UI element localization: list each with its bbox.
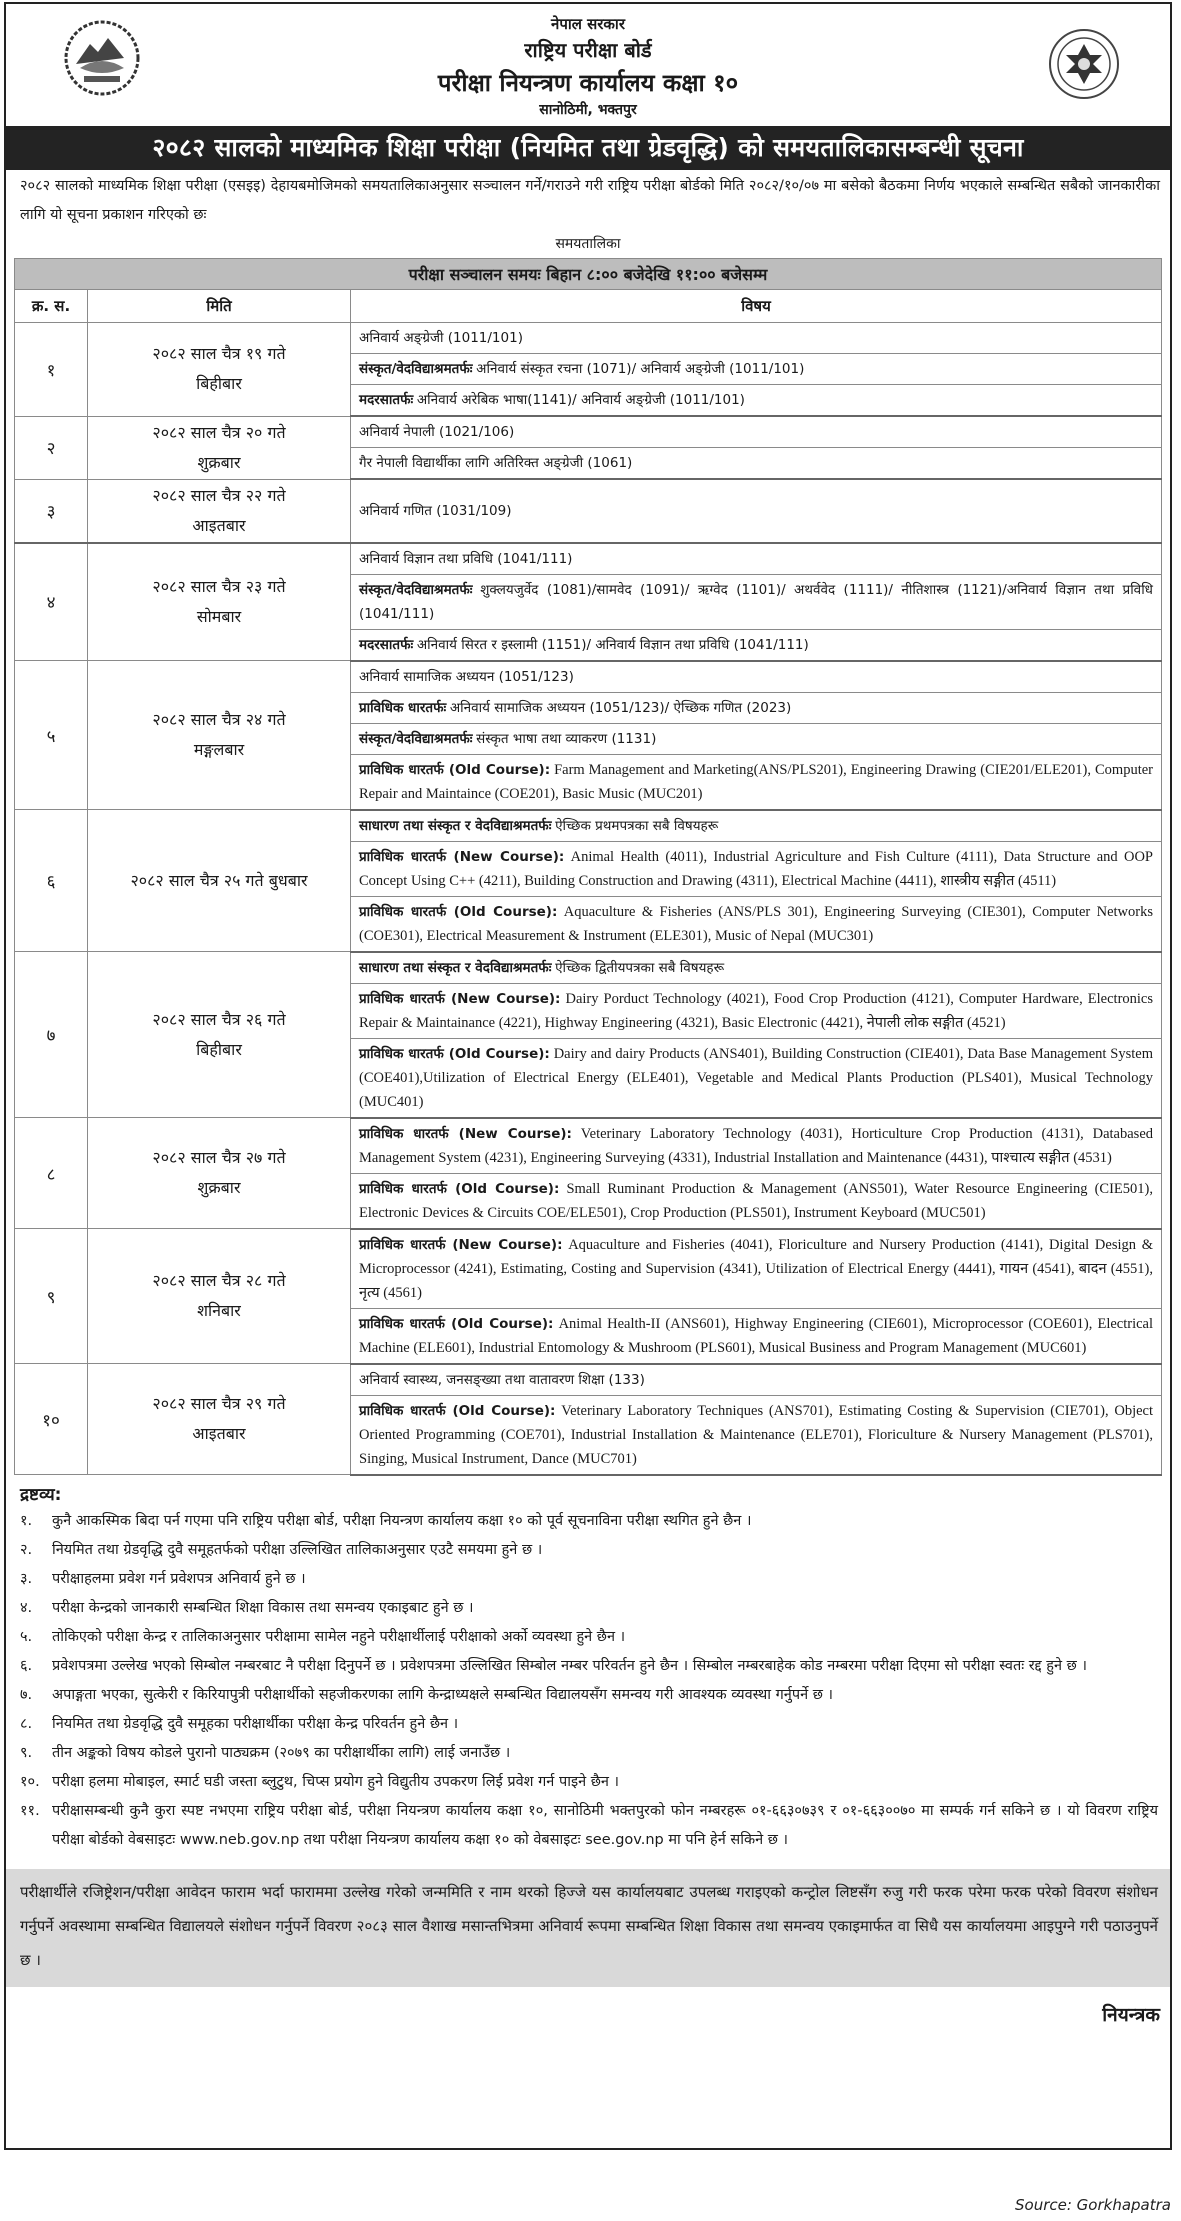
stream-label: साधारण तथा संस्कृत र वेदविद्याश्रमतर्फः (359, 959, 552, 976)
date-text: २०८२ साल चैत्र २८ गते (152, 1271, 286, 1290)
note-item (20, 1739, 1158, 1768)
office-name: परीक्षा नियन्त्रण कार्यालय कक्षा १० (437, 69, 739, 97)
note-text: अपाङ्गता भएका, सुत्केरी र किरियापुत्री परीक्षार्थीको सहजीकरणका लागि केन्द्राध्यक्षले सम्बन्धित विद्यालयसँग समन्वय गरी आवश्यक व्यवस्था गर्नुपर्ने छ । (52, 1686, 833, 1703)
stream-label: प्राविधिक धारतर्फ (Old Course): (359, 903, 558, 920)
subject-cell (351, 810, 1162, 842)
schedule-body (15, 323, 1162, 1475)
stream-label: प्राविधिक धारतर्फ (Old Course): (359, 761, 551, 778)
note-text: प्रवेशपत्रमा उल्लेख भएको सिम्बोल नम्बरबाट नै परीक्षा दिनुपर्ने छ । प्रवेशपत्रमा उल्लिखित सिम्बोल नम्बर परिवर्तन हुने छैन । सिम्बोल नम्बरबाहेक कोड नम्बरमा परीक्षा दिएमा सो परीक्षा स्वतः रद्द हुने छ । (52, 1657, 1087, 1674)
exam-date (88, 323, 351, 417)
notes-title: द्रष्टव्य: (20, 1484, 62, 1505)
subject-cell (351, 629, 1162, 661)
note-item (20, 1652, 1158, 1681)
date-text: २०८२ साल चैत्र २६ गते (152, 1009, 286, 1029)
serial-number: १० (15, 1364, 88, 1475)
subject-cell (351, 448, 1162, 480)
stream-label: मदरसातर्फः (359, 392, 414, 408)
board-name: राष्ट्रिय परीक्षा बोर्ड (524, 38, 652, 62)
subject-text: ऐच्छिक द्वितीयपत्रका सबै विषयहरू (555, 959, 725, 976)
govt-name: नेपाल सरकार (551, 15, 625, 33)
date-text: २०८२ साल चैत्र २० गते (152, 422, 286, 442)
note-number: ६. (20, 1657, 33, 1674)
note-item (20, 1536, 1158, 1565)
subject-text: Small Ruminant Production & Management (ANS501), Water Resource Engineering (CIE501), Electronic Devices & Circuits COE/ELE501), Crop Production (PLS501), Instrument Keyboard (MUC501) (359, 1180, 1153, 1221)
exam-date (88, 810, 351, 952)
weekday-text: शुक्रबार (197, 1178, 241, 1197)
stream-label: प्राविधिक धारतर्फ (New Course): (359, 990, 561, 1007)
table-row (15, 1364, 1162, 1396)
serial-number: ३ (15, 479, 88, 543)
subject-text: अनिवार्य नेपाली (1021/106) (359, 424, 515, 440)
subject-text: अनिवार्य स्वास्थ्य, जनसङ्ख्या तथा वातावरण शिक्षा (133) (359, 1371, 645, 1388)
subject-cell (351, 1118, 1162, 1174)
date-text: २०८२ साल चैत्र १९ गते (152, 344, 286, 364)
subject-cell (351, 661, 1162, 693)
date-text: २०८२ साल चैत्र २३ गते (152, 576, 286, 596)
correction-notice-box: परीक्षार्थीले रजिष्ट्रेशन/परीक्षा आवेदन फाराम भर्दा फाराममा उल्लेख गरेको जन्ममिति र नाम थरको हिज्जे यस कार्यालयबाट उपलब्ध गराइएको कन्ट्रोल लिष्टसँग रुजु गरी फरक परेमा फरक परेको विवरण संशोधन गर्नुपर्ने अवस्थामा सम्बन्धित विद्यालयले संशोधन गर्नुपर्ने विवरण २०८३ साल वैशाख मसान्तभित्रमा अनिवार्य रूपमा सम्बन्धित शिक्षा विकास तथा समन्वय एकाइमार्फत वा सिधै यस कार्यालयमा आइपुग्ने गरी पठाउनुपर्ने छ । (6, 1869, 1170, 1987)
note-number: ३. (20, 1570, 33, 1587)
note-text: तीन अङ्कको विषय कोडले पुरानो पाठ्यक्रम (२०७९ का परीक्षार्थीका लागि) लाई जनाउँछ । (52, 1744, 511, 1761)
stream-label: प्राविधिक धारतर्फ (Old Course): (359, 1045, 550, 1062)
office-address: सानोठिमी, भक्तपुर (539, 102, 637, 118)
exam-date (88, 1364, 351, 1475)
stream-label: प्राविधिक धारतर्फ (Old Course): (359, 1402, 556, 1419)
note-item (20, 1681, 1158, 1710)
serial-number: ५ (15, 661, 88, 810)
subject-cell (351, 1038, 1162, 1118)
note-number: २. (20, 1541, 33, 1558)
subject-text: अनिवार्य संस्कृत रचना (1071)/ अनिवार्य अङ्ग्रेजी (1011/101) (476, 361, 805, 377)
subject-cell (351, 543, 1162, 575)
stream-label: प्राविधिक धारतर्फ (New Course): (359, 1125, 572, 1142)
table-row (15, 661, 1162, 693)
weekday-text: शुक्रबार (197, 452, 241, 472)
note-item (20, 1768, 1158, 1797)
subject-cell (351, 952, 1162, 984)
weekday-text: सोमबार (196, 606, 242, 626)
stream-label: प्राविधिक धारतर्फ (Old Course): (359, 1315, 554, 1332)
weekday-text: मङ्गलबार (193, 740, 245, 759)
table-row (15, 479, 1162, 543)
subject-text: अनिवार्य सामाजिक अध्ययन (1051/123) (359, 668, 574, 685)
subject-cell (351, 1173, 1162, 1229)
note-text: परीक्षा केन्द्रको जानकारी सम्बन्धित शिक्षा विकास तथा समन्वय एकाइबाट हुने छ । (52, 1599, 474, 1616)
stream-label: प्राविधिक धारतर्फ (Old Course): (359, 1180, 560, 1197)
subject-text: अनिवार्य विज्ञान तथा प्रविधि (1041/111) (359, 550, 573, 567)
exam-date (88, 1229, 351, 1364)
subject-cell (351, 354, 1162, 385)
note-text: परीक्षा हलमा मोबाइल, स्मार्ट घडी जस्ता ब्लुटुथ, चिप्स प्रयोग हुने विद्युतीय उपकरण लिई प्रवेश गर्न पाइने छैन । (52, 1773, 620, 1790)
note-item (20, 1565, 1158, 1594)
exam-schedule-table (14, 258, 1162, 1476)
subject-text: अनिवार्य अरेबिक भाषा(1141)/ अनिवार्य अङ्ग्रेजी (1011/101) (416, 392, 745, 408)
weekday-text: आइतबार (192, 1424, 246, 1443)
subject-cell (351, 1364, 1162, 1396)
subject-text: Farm Management and Marketing(ANS/PLS201), Engineering Drawing (CIE201/ELE201), Computer Repair and Maintaince (COE201), Basic Music (MUC201) (359, 761, 1153, 802)
notice-title-banner: २०८२ सालको माध्यमिक शिक्षा परीक्षा (नियमित तथा ग्रेडवृद्धि) को समयतालिकासम्बन्धी सूचना (6, 126, 1170, 170)
subject-text: Animal Health (4011), Industrial Agriculture and Fish Culture (4111), Data Structure and OOP Concept Using C++ (4211), Building Construction and Drawing (4311), Electrical Machine (4411), शास्त्रीय सङ्गीत (4511) (359, 848, 1153, 889)
subject-text: अनिवार्य सिरत र इस्लामी (1151)/ अनिवार्य विज्ञान तथा प्रविधि (1041/111) (416, 636, 809, 653)
stream-label: मदरसातर्फः (359, 636, 414, 653)
subject-text: Dairy and dairy Products (ANS401), Building Construction (CIE401), Data Base Management System (COE401),Utilization of Electrical Energy (ELE401), Vegetable and Medical Plants Production (PLS401), Musical Technology (MUC401) (359, 1045, 1153, 1110)
note-text: नियमित तथा ग्रेडवृद्धि दुवै समूहका परीक्षार्थीका परीक्षा केन्द्र परिवर्तन हुने छैन । (52, 1715, 459, 1732)
col-date: मिति (88, 290, 351, 323)
subject-cell (351, 692, 1162, 723)
date-text: २०८२ साल चैत्र २२ गते (152, 485, 286, 505)
serial-number: ४ (15, 543, 88, 661)
notes-list (6, 1507, 1170, 1855)
signature-controller: नियन्त्रक (1102, 2003, 1160, 2026)
subject-text: शुक्लयजुर्वेद (1081)/सामवेद (1091)/ ऋग्वेद (1101)/ अथर्ववेद (1111)/ नीतिशास्त्र (1121)/अनिवार्य विज्ञान तथा प्रविधि (1041/111) (359, 581, 1153, 622)
note-text: परीक्षाहलमा प्रवेश गर्न प्रवेशपत्र अनिवार्य हुने छ । (52, 1570, 306, 1587)
table-header-row (15, 290, 1162, 323)
weekday-text: बिहीबार (196, 374, 242, 394)
date-text: २०८२ साल चैत्र २४ गते (152, 710, 286, 729)
subject-cell (351, 479, 1162, 543)
note-item (20, 1507, 1158, 1536)
serial-number: २ (15, 416, 88, 479)
letterhead (6, 4, 1170, 124)
note-item (20, 1594, 1158, 1623)
stream-label: संस्कृत/वेदविद्याश्रमतर्फः (359, 581, 473, 598)
exam-date (88, 479, 351, 543)
subject-text: ऐच्छिक प्रथमपत्रका सबै विषयहरू (555, 817, 719, 834)
table-row (15, 323, 1162, 354)
subject-text: Veterinary Laboratory Technology (4031), Horticulture Crop Production (4131), Databased Management System (4231), Engineering Surveying (4331), Industrial Installation and Maintenance (4431), पाश्चात्य सङ्गीत (4531) (359, 1125, 1153, 1166)
subject-cell (351, 754, 1162, 810)
subject-text: Aquaculture and Fisheries (4041), Floriculture and Nursery Production (4141), Digital Design & Microprocessor (4241), Estimating, Costing and Supervision (4341), Utilization of Electrical Energy (4441), गायन (4541), बादन (4551), नृत्य (4561) (359, 1236, 1154, 1301)
serial-number: ७ (15, 952, 88, 1118)
subject-text: अनिवार्य अङ्ग्रेजी (1011/101) (359, 330, 523, 346)
subject-text: Animal Health-II (ANS601), Highway Engineering (CIE601), Microprocessor (COE601), Electrical Machine (ELE601), Industrial Entomology & Mushroom (PLS601), Musical Business and Program Management (MUC601) (359, 1315, 1154, 1356)
note-number: ८. (20, 1715, 33, 1732)
note-text: परीक्षासम्बन्धी कुनै कुरा स्पष्ट नभएमा राष्ट्रिय परीक्षा बोर्ड, परीक्षा नियन्त्रण कार्यालय कक्षा १०, सानोठिमी भक्तपुरको फोन नम्बरहरू ०१-६६३०७३९ र ०१-६६३००७० मा सम्पर्क गर्न सकिने छ । यो विवरण राष्ट्रिय परीक्षा बोर्डको वेबसाइटः www.neb.gov.np तथा परीक्षा नियन्त्रण कार्यालय कक्षा १० को वेबसाइटः see.gov.np मा पनि हेर्न सकिने छ । (52, 1802, 1158, 1848)
note-number: १. (20, 1512, 33, 1529)
subject-text: Aquaculture & Fisheries (ANS/PLS 301), Engineering Surveying (CIE301), Computer Networks (COE301), Electrical Measurement & Instrument (ELE301), Music of Nepal (MUC301) (359, 903, 1153, 944)
weekday-text: आइतबार (192, 515, 246, 535)
note-number: ५. (20, 1628, 33, 1645)
note-item (20, 1623, 1158, 1652)
subject-cell (351, 841, 1162, 896)
subject-text: Veterinary Laboratory Techniques (ANS701), Estimating Costing & Supervision (CIE701), Object Oriented Programming (COE701), Industrial Installation & Maintenance (ELE701), Floriculture & Nursery Management (PLS701), Singing, Musical Instrument, Dance (MUC701) (359, 1402, 1153, 1467)
subject-cell (351, 896, 1162, 952)
stream-label: संस्कृत/वेदविद्याश्रमतर्फः (359, 730, 473, 747)
table-row (15, 952, 1162, 984)
note-number: ७. (20, 1686, 33, 1703)
exam-date (88, 1118, 351, 1229)
note-text: कुनै आकस्मिक बिदा पर्न गएमा पनि राष्ट्रिय परीक्षा बोर्ड, परीक्षा नियन्त्रण कार्यालय कक्षा १० को पूर्व सूचनाविना परीक्षा स्थगित हुने छैन । (52, 1512, 752, 1529)
note-number: १०. (20, 1773, 40, 1790)
subject-text: संस्कृत भाषा तथा व्याकरण (1131) (476, 730, 657, 747)
subject-cell (351, 385, 1162, 417)
note-text: तोकिएको परीक्षा केन्द्र र तालिकाअनुसार परीक्षामा सामेल नहुने परीक्षार्थीलाई परीक्षाको अर्को व्यवस्था हुने छैन । (52, 1628, 626, 1645)
date-text: २०८२ साल चैत्र २७ गते (152, 1148, 286, 1167)
subject-cell (351, 723, 1162, 754)
table-row (15, 1118, 1162, 1174)
subject-text: Dairy Porduct Technology (4021), Food Crop Production (4121), Computer Hardware, Electronics Repair & Maintainance (4221), Highway Engineering (4321), Basic Electronic (4421), नेपाली लोक सङ्गीत (4521) (359, 990, 1154, 1031)
source-credit: Source: Gorkhapatra (1015, 2196, 1171, 2214)
table-row (15, 543, 1162, 575)
exam-date (88, 416, 351, 479)
table-row (15, 1229, 1162, 1309)
subject-cell (351, 983, 1162, 1038)
subject-text: गैर नेपाली विद्यार्थीका लागि अतिरिक्त अङ्ग्रेजी (1061) (359, 455, 633, 471)
subject-cell (351, 1395, 1162, 1475)
exam-date (88, 661, 351, 810)
note-item (20, 1710, 1158, 1739)
note-text: नियमित तथा ग्रेडवृद्धि दुवै समूहतर्फको परीक्षा उल्लिखित तालिकाअनुसार एउटै समयमा हुने छ । (52, 1541, 543, 1558)
note-item (20, 1797, 1158, 1855)
col-serial: क्र. स. (15, 290, 88, 323)
weekday-text: बिहीबार (196, 1039, 242, 1059)
schedule-label: समयतालिका (555, 236, 621, 252)
weekday-text: शनिबार (197, 1301, 241, 1320)
note-number: ११. (20, 1802, 40, 1819)
serial-number: ९ (15, 1229, 88, 1364)
stream-label: साधारण तथा संस्कृत र वेदविद्याश्रमतर्फः (359, 817, 552, 834)
note-number: ४. (20, 1599, 33, 1616)
stream-label: प्राविधिक धारतर्फ (New Course): (359, 1236, 563, 1253)
notice-page (4, 2, 1172, 2150)
subject-cell (351, 323, 1162, 354)
exam-date (88, 543, 351, 661)
table-row (15, 810, 1162, 842)
subject-cell (351, 1229, 1162, 1309)
table-row (15, 416, 1162, 448)
subject-cell (351, 416, 1162, 448)
subject-text: अनिवार्य सामाजिक अध्ययन (1051/123)/ ऐच्छिक गणित (2023) (449, 699, 792, 716)
exam-date (88, 952, 351, 1118)
subject-cell (351, 574, 1162, 629)
date-text: २०८२ साल चैत्र २५ गते बुधबार (130, 870, 308, 890)
serial-number: ६ (15, 810, 88, 952)
stream-label: प्राविधिक धारतर्फः (359, 699, 447, 716)
subject-cell (351, 1308, 1162, 1364)
subject-text: अनिवार्य गणित (1031/109) (359, 502, 512, 519)
serial-number: १ (15, 323, 88, 417)
col-subject: विषय (351, 290, 1162, 323)
stream-label: प्राविधिक धारतर्फ (New Course): (359, 848, 565, 865)
neb-seal-icon (1042, 22, 1126, 106)
stream-label: संस्कृत/वेदविद्याश्रमतर्फः (359, 361, 473, 377)
note-number: ९. (20, 1744, 33, 1761)
intro-paragraph: २०८२ सालको माध्यमिक शिक्षा परीक्षा (एसइइ) देहायबमोजिमको समयतालिकाअनुसार सञ्चालन गर्ने/गराउने गरी राष्ट्रिय परीक्षा बोर्डको मिति २०८२/१०/०७ मा बसेको बैठकमा निर्णय भएकाले सम्बन्धित सबैको जानकारीका लागि यो सूचना प्रकाशन गरिएको छः (20, 178, 1160, 223)
date-text: २०८२ साल चैत्र २९ गते (152, 1394, 286, 1413)
exam-time-bar: परीक्षा सञ्चालन समयः बिहान ८:०० बजेदेखि ११:०० बजेसम्म (15, 259, 1162, 290)
serial-number: ८ (15, 1118, 88, 1229)
